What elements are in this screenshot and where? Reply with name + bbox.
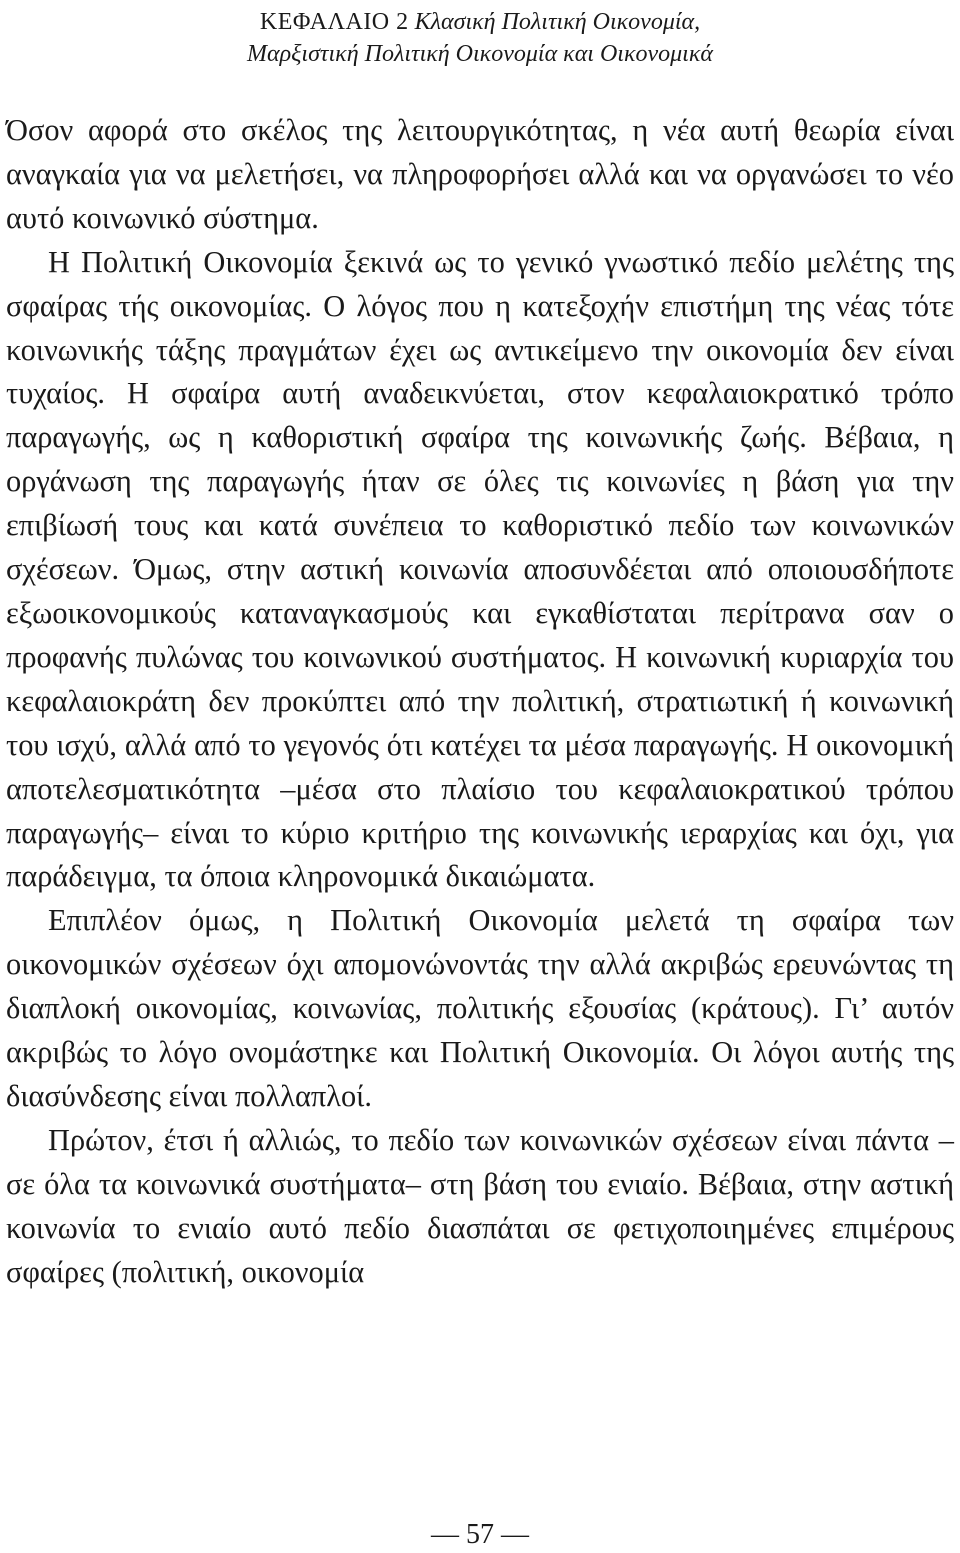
running-header	[0, 6, 960, 70]
chapter-label: ΚΕΦΑΛΑΙΟ 2	[259, 9, 409, 35]
running-header-line-1	[0, 6, 960, 38]
chapter-title-line-1: Κλασική Πολιτική Οικονομία,	[414, 9, 701, 35]
chapter-title-line-2: Μαρξιστική Πολιτική Οικονομία και Οικονομικά	[247, 41, 713, 67]
paragraph-4: Πρώτον, έτσι ή αλλιώς, το πεδίο των κοινωνικών σχέσεων είναι πάντα –σε όλα τα κοινωνικά συστήματα– στη βάση του ενιαίο. Βέβαια, στην αστική κοινωνία το ενιαίο αυτό πεδίο διασπάται σε φετιχοποιημένες επιμέρους σφαίρες (πολιτική, οικονομία	[6, 1122, 954, 1289]
page-number: — 57 —	[431, 1519, 529, 1550]
paragraph-2: Η Πολιτική Οικονομία ξεκινά ως το γενικό γνωστικό πεδίο μελέτης της σφαίρας τής οικονομίας. Ο λόγος που η κατεξοχήν επιστήμη της νέας τότε κοινωνικής τάξης πραγμάτων έχει ως αντικείμενο την οικονομία δεν είναι τυχαίος. Η σφαίρα αυτή αναδεικνύεται, στον κεφαλαιοκρατικό τρόπο παραγωγής, ως η καθοριστική σφαίρα της κοινωνικής ζωής. Βέβαια, η οργάνωση της παραγωγής ήταν σε όλες τις κοινωνίες η βάση για την επιβίωσή τους και κατά συνέπεια το καθοριστικό πεδίο των κοινωνικών σχέσεων. Όμως, στην αστική κοινωνία αποσυνδέεται από οποιουσδήποτε εξωοικονομικούς καταναγκασμούς και εγκαθίσταται περίτρανα σαν ο προφανής πυλώνας του κοινωνικού συστήματος. Η κοινωνική κυριαρχία του κεφαλαιοκράτη δεν προκύπτει από την πολιτική, στρατιωτική ή κοινωνική του ισχύ, αλλά από το γεγονός ότι κατέχει τα μέσα παραγωγής. Η οικονομική αποτελεσματικότητα –μέσα στο πλαίσιο του κεφαλαιοκρατικού τρόπου παραγωγής– είναι το κύριο κριτήριο της κοινωνικής ιεραρχίας και όχι, για παράδειγμα, τα όποια κληρονομικά δικαιώματα.	[6, 244, 954, 894]
paragraph-3: Επιπλέον όμως, η Πολιτική Οικονομία μελετά τη σφαίρα των οικονομικών σχέσεων όχι απομονώνοντάς την αλλά ακριβώς ερευνώντας τη διαπλοκή οικονομίας, κοινωνίας, πολιτικής εξουσίας (κράτους). Γι’ αυτόν ακριβώς το λόγο ονομάστηκε και Πολιτική Οικονομία. Οι λόγοι αυτής της διασύνδεσης είναι πολλαπλοί.	[6, 903, 954, 1113]
body-text	[6, 109, 954, 1294]
paragraph-1: Όσον αφορά στο σκέλος της λειτουργικότητας, η νέα αυτή θεωρία είναι αναγκαία για να μελετήσει, να πληροφορήσει αλλά και να οργανώσει το νέο αυτό κοινωνικό σύστημα.	[6, 113, 954, 235]
